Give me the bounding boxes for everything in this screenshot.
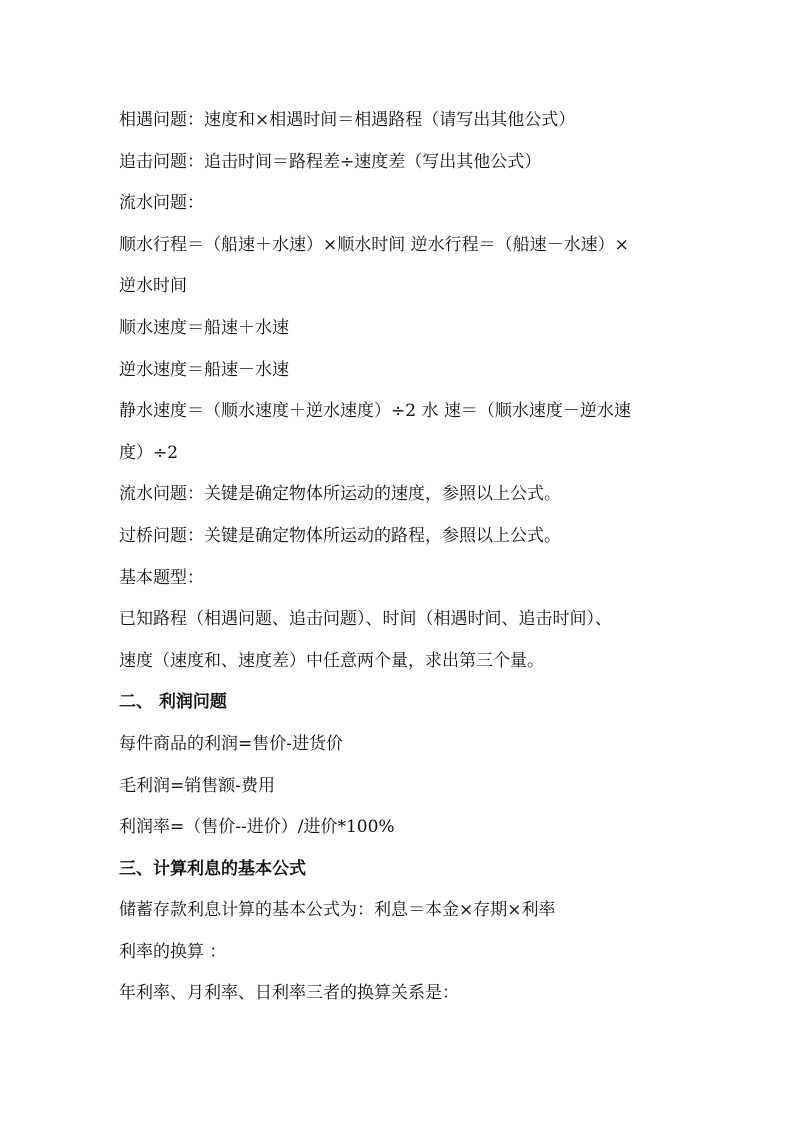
text-line-still-water-speed-cont: 度）÷2 (119, 442, 179, 463)
text-line-rate-conversion: 利率的换算 ： (119, 941, 227, 962)
text-line-interest-formula: 储蓄存款利息计算的基本公式为：利息＝本金×存期×利率 (119, 900, 556, 921)
text-line-bridge-key: 过桥问题：关键是确定物体所运动的路程，参照以上公式。 (119, 525, 561, 546)
text-line-rate-relationship: 年利率、月利率、日利率三者的换算关系是： (119, 983, 459, 1004)
text-line-basic-types: 基本题型： (119, 567, 204, 588)
text-line-profit-rate: 利润率=（售价--进价）/进价*100% (119, 817, 395, 838)
text-line-gross-profit: 毛利润=销售额-费用 (119, 775, 275, 796)
text-line-downstream-upstream-distance: 顺水行程＝（船速＋水速）×顺水时间 逆水行程＝（船速－水速）× (119, 234, 629, 255)
section-heading-interest: 三、计算利息的基本公式 (119, 858, 306, 879)
text-line-downstream-speed: 顺水速度＝船速＋水速 (119, 317, 289, 338)
text-line-known-quantities: 已知路程（相遇问题、追击问题）、时间（相遇时间、追击时间）、 (119, 609, 612, 630)
text-line-flowing-water-title: 流水问题： (119, 193, 204, 214)
text-line-chase-problem: 追击问题：追击时间＝路程差÷速度差（写出其他公式） (119, 151, 542, 172)
text-line-upstream-speed: 逆水速度＝船速－水速 (119, 359, 289, 380)
document-body (119, 100, 689, 1015)
text-line-known-quantities-cont: 速度（速度和、速度差）中任意两个量，求出第三个量。 (119, 650, 544, 671)
text-line-unit-profit: 每件商品的利润=售价-进货价 (119, 733, 343, 754)
text-line-still-water-speed: 静水速度＝（顺水速度＋逆水速度）÷2 水 速＝（顺水速度－逆水速 (119, 401, 631, 422)
text-line-upstream-time: 逆水时间 (119, 276, 187, 297)
text-line-meeting-problem: 相遇问题：速度和×相遇时间＝相遇路程（请写出其他公式） (119, 110, 576, 130)
section-heading-profit: 二、 利润问题 (119, 692, 227, 713)
text-line-flowing-water-key: 流水问题：关键是确定物体所运动的速度，参照以上公式。 (119, 484, 561, 505)
